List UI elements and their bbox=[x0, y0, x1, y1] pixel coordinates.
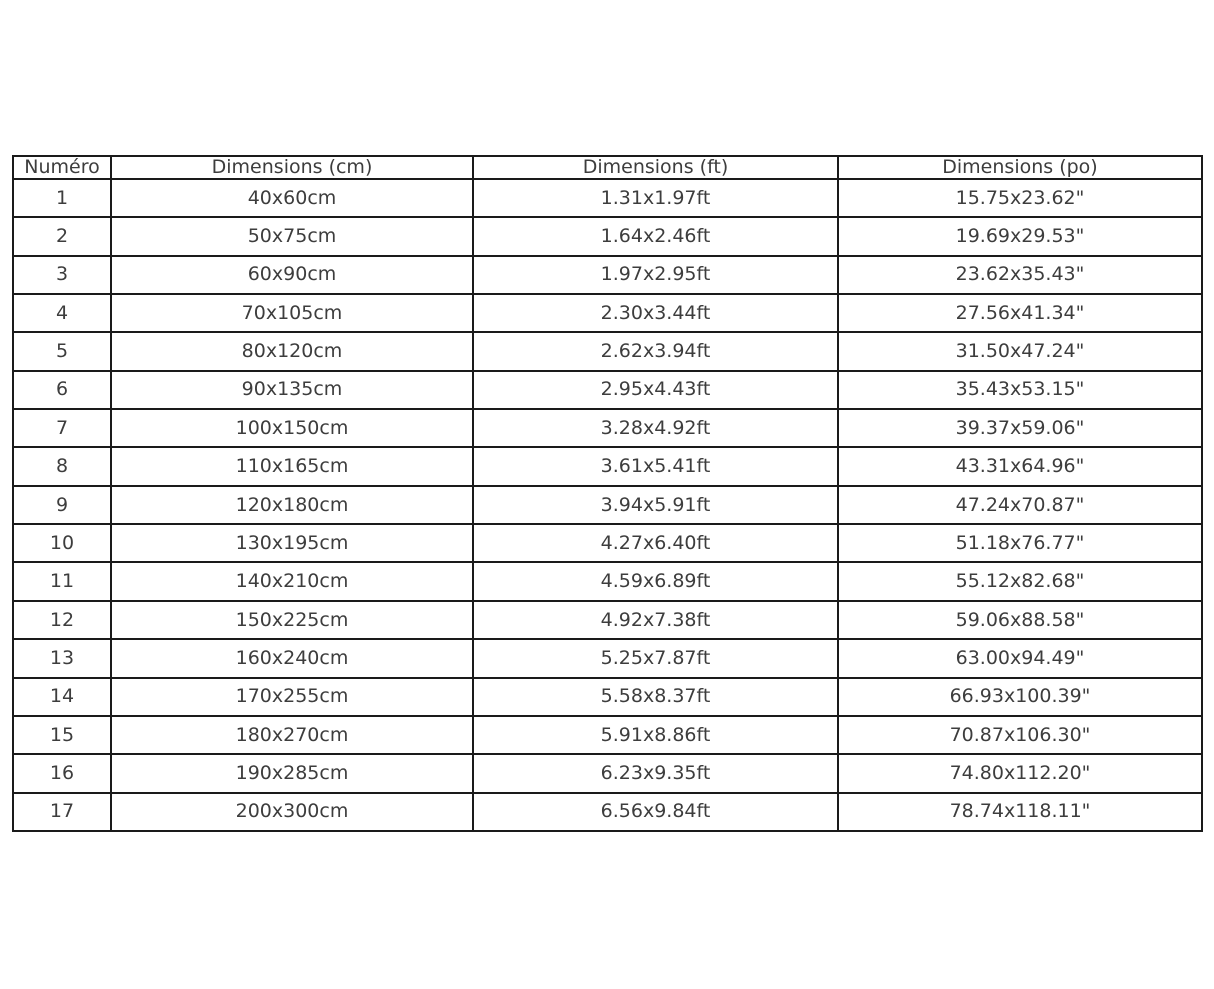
cell-po: 59.06x88.58" bbox=[838, 601, 1202, 639]
cell-ft: 1.31x1.97ft bbox=[473, 179, 838, 217]
cell-ft: 4.59x6.89ft bbox=[473, 562, 838, 600]
cell-po: 39.37x59.06" bbox=[838, 409, 1202, 447]
cell-cm: 70x105cm bbox=[111, 294, 473, 332]
cell-po: 63.00x94.49" bbox=[838, 639, 1202, 677]
table-row bbox=[13, 716, 1202, 754]
cell-ft: 1.97x2.95ft bbox=[473, 256, 838, 294]
table-row bbox=[13, 639, 1202, 677]
cell-ft: 6.23x9.35ft bbox=[473, 754, 838, 792]
cell-numero: 10 bbox=[13, 524, 111, 562]
cell-numero: 1 bbox=[13, 179, 111, 217]
cell-po: 55.12x82.68" bbox=[838, 562, 1202, 600]
dimensions-conversion-table bbox=[12, 155, 1203, 832]
cell-po: 27.56x41.34" bbox=[838, 294, 1202, 332]
cell-numero: 4 bbox=[13, 294, 111, 332]
cell-po: 43.31x64.96" bbox=[838, 447, 1202, 485]
cell-po: 47.24x70.87" bbox=[838, 486, 1202, 524]
cell-numero: 14 bbox=[13, 678, 111, 716]
cell-po: 70.87x106.30" bbox=[838, 716, 1202, 754]
cell-cm: 110x165cm bbox=[111, 447, 473, 485]
cell-cm: 40x60cm bbox=[111, 179, 473, 217]
cell-cm: 160x240cm bbox=[111, 639, 473, 677]
cell-cm: 190x285cm bbox=[111, 754, 473, 792]
cell-cm: 60x90cm bbox=[111, 256, 473, 294]
cell-numero: 13 bbox=[13, 639, 111, 677]
cell-ft: 4.27x6.40ft bbox=[473, 524, 838, 562]
cell-numero: 11 bbox=[13, 562, 111, 600]
cell-numero: 17 bbox=[13, 793, 111, 831]
cell-ft: 1.64x2.46ft bbox=[473, 217, 838, 255]
cell-cm: 50x75cm bbox=[111, 217, 473, 255]
table-row bbox=[13, 754, 1202, 792]
column-header-numero: Numéro bbox=[13, 156, 111, 179]
cell-numero: 12 bbox=[13, 601, 111, 639]
table-row bbox=[13, 371, 1202, 409]
cell-cm: 130x195cm bbox=[111, 524, 473, 562]
cell-cm: 170x255cm bbox=[111, 678, 473, 716]
table-row bbox=[13, 601, 1202, 639]
table-row bbox=[13, 486, 1202, 524]
table-row bbox=[13, 524, 1202, 562]
column-header-po: Dimensions (po) bbox=[838, 156, 1202, 179]
table-row bbox=[13, 179, 1202, 217]
cell-po: 35.43x53.15" bbox=[838, 371, 1202, 409]
cell-po: 74.80x112.20" bbox=[838, 754, 1202, 792]
table-row bbox=[13, 409, 1202, 447]
table-row bbox=[13, 217, 1202, 255]
cell-ft: 2.95x4.43ft bbox=[473, 371, 838, 409]
column-header-ft: Dimensions (ft) bbox=[473, 156, 838, 179]
table-row bbox=[13, 332, 1202, 370]
table-row bbox=[13, 256, 1202, 294]
cell-cm: 140x210cm bbox=[111, 562, 473, 600]
cell-numero: 8 bbox=[13, 447, 111, 485]
cell-numero: 2 bbox=[13, 217, 111, 255]
cell-numero: 7 bbox=[13, 409, 111, 447]
cell-po: 78.74x118.11" bbox=[838, 793, 1202, 831]
cell-numero: 6 bbox=[13, 371, 111, 409]
cell-ft: 5.25x7.87ft bbox=[473, 639, 838, 677]
table-row bbox=[13, 447, 1202, 485]
cell-numero: 16 bbox=[13, 754, 111, 792]
cell-ft: 3.28x4.92ft bbox=[473, 409, 838, 447]
cell-numero: 5 bbox=[13, 332, 111, 370]
cell-ft: 2.30x3.44ft bbox=[473, 294, 838, 332]
cell-po: 31.50x47.24" bbox=[838, 332, 1202, 370]
cell-cm: 100x150cm bbox=[111, 409, 473, 447]
cell-ft: 2.62x3.94ft bbox=[473, 332, 838, 370]
cell-numero: 9 bbox=[13, 486, 111, 524]
cell-ft: 6.56x9.84ft bbox=[473, 793, 838, 831]
table-row bbox=[13, 678, 1202, 716]
cell-cm: 200x300cm bbox=[111, 793, 473, 831]
column-header-cm: Dimensions (cm) bbox=[111, 156, 473, 179]
table-row bbox=[13, 562, 1202, 600]
cell-po: 23.62x35.43" bbox=[838, 256, 1202, 294]
cell-cm: 150x225cm bbox=[111, 601, 473, 639]
cell-ft: 3.94x5.91ft bbox=[473, 486, 838, 524]
table-header-row bbox=[13, 156, 1202, 179]
table-row bbox=[13, 793, 1202, 831]
cell-ft: 5.58x8.37ft bbox=[473, 678, 838, 716]
cell-numero: 3 bbox=[13, 256, 111, 294]
cell-cm: 180x270cm bbox=[111, 716, 473, 754]
cell-ft: 3.61x5.41ft bbox=[473, 447, 838, 485]
cell-cm: 120x180cm bbox=[111, 486, 473, 524]
cell-po: 19.69x29.53" bbox=[838, 217, 1202, 255]
cell-po: 51.18x76.77" bbox=[838, 524, 1202, 562]
cell-po: 66.93x100.39" bbox=[838, 678, 1202, 716]
table-row bbox=[13, 294, 1202, 332]
cell-cm: 90x135cm bbox=[111, 371, 473, 409]
cell-ft: 5.91x8.86ft bbox=[473, 716, 838, 754]
cell-numero: 15 bbox=[13, 716, 111, 754]
cell-po: 15.75x23.62" bbox=[838, 179, 1202, 217]
cell-cm: 80x120cm bbox=[111, 332, 473, 370]
cell-ft: 4.92x7.38ft bbox=[473, 601, 838, 639]
